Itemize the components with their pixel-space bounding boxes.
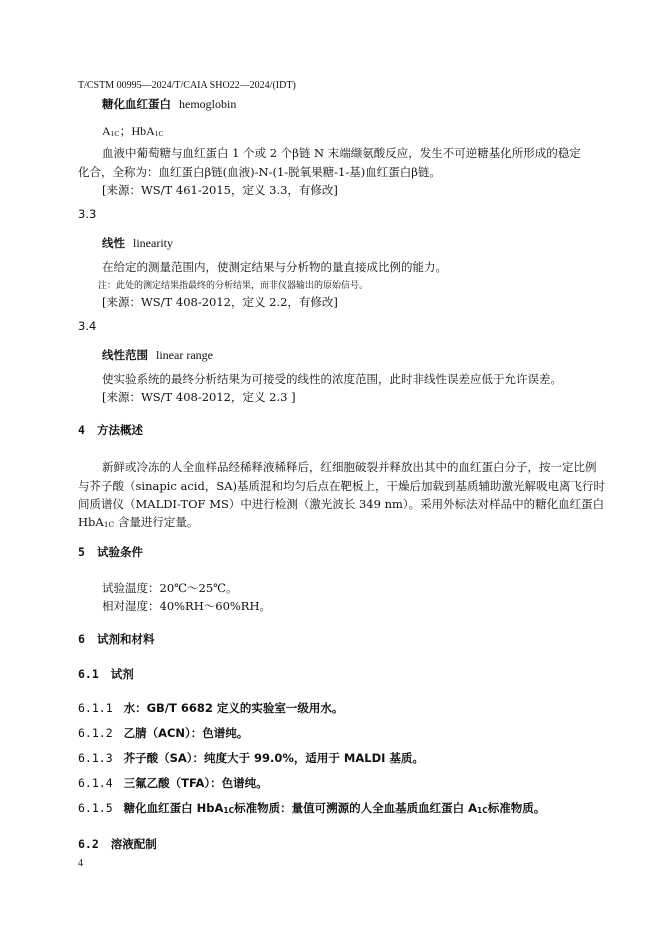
term-zh: 线性 — [102, 236, 125, 250]
term-3-2-heading — [102, 96, 236, 112]
term-3-3-heading — [102, 235, 173, 251]
term-3-4-definition: 使实验系统的最终分析结果为可接受的线性的浓度范围，此时非线性误差应低于允许误差。 — [102, 372, 562, 386]
term-en: linear range — [156, 348, 213, 362]
term-3-3-note: 注：此处的测定结果指最终的分析结果，而非仪器输出的原始信号。 — [98, 281, 369, 291]
page-number: 4 — [78, 858, 83, 869]
term-3-2-definition-line1: 血液中葡萄糖与血红蛋白 1 个或 2 个β链 N 末端缬氨酸反应，发生不可逆糖基化所形成的稳定 — [102, 146, 581, 160]
term-3-3-definition: 在给定的测量范围内，使测定结果与分析物的量直接成比例的能力。 — [102, 260, 447, 274]
section-6-2-heading: 6.2 溶液配制 — [78, 837, 157, 851]
document-header-code: T/CSTM 00995—2024/T/CAIA SHO22—2024/(IDT) — [78, 80, 296, 91]
term-zh: 线性范围 — [102, 348, 148, 362]
section-4-paragraph-line3: 间质谱仪（MALDI-TOF MS）中进行检测（激光波长 349 nm）。采用外标法对样品中的糖化血红蛋白 — [78, 497, 605, 511]
section-4-paragraph-line1: 新鲜或冷冻的人全血样品经稀释液稀释后，红细胞破裂并释放出其中的血红蛋白分子，按一定比例 — [102, 460, 597, 474]
term-en: linearity — [133, 236, 173, 250]
section-6-1-heading: 6.1 试剂 — [78, 667, 134, 681]
section-4-paragraph-line2: 与芥子酸（sinapic acid，SA)基质混和均匀后点在靶板上，干燥后加载到基质辅助激光解吸电离飞行时 — [78, 479, 605, 493]
section-3-4-number: 3.4 — [78, 319, 97, 333]
section-4-paragraph-line4: HbA$_{1C}$ 含量进行定量。 — [78, 515, 199, 529]
term-3-3-source: [来源：WS/T 408-2012，定义 2.2，有修改] — [102, 295, 338, 309]
section-3-3-number: 3.3 — [78, 207, 97, 221]
section-6-1-3: 6.1.3 芥子酸（SA）：纯度大于 99.0%，适用于 MALDI 基质。 — [78, 751, 424, 765]
section-6-1-1: 6.1.1 水：GB/T 6682 定义的实验室一级用水。 — [78, 701, 344, 715]
term-3-2-definition-line2: 化合，全称为：血红蛋白β链(血液)-N-(1-脱氧果糖-1-基)血红蛋白β链。 — [78, 165, 441, 179]
test-temperature: 试验温度：20℃～25℃。 — [102, 581, 238, 595]
term-zh: 糖化血红蛋白 — [102, 97, 171, 111]
section-6-1-2: 6.1.2 乙腈（ACN）：色谱纯。 — [78, 726, 249, 740]
section-6-1-5: 6.1.5 糖化血红蛋白 HbA$_{1C}$标准物质：量值可溯源的人全血基质血红蛋白 $A_{1C}$标准物质。 — [78, 801, 546, 815]
section-4-heading: 4 方法概述 — [78, 423, 143, 437]
term-3-4-source: [来源：WS/T 408-2012，定义 2.3 ] — [102, 390, 296, 404]
section-5-heading: 5 试验条件 — [78, 545, 143, 559]
test-humidity: 相对湿度：40%RH～60%RH。 — [102, 599, 271, 613]
section-6-heading: 6 试剂和材料 — [78, 632, 155, 646]
term-3-4-heading — [102, 347, 213, 363]
term-3-2-abbreviation: $A_{1C}$；HbA$_{1C}$ — [102, 124, 164, 138]
section-6-1-4: 6.1.4 三氟乙酸（TFA）：色谱纯。 — [78, 776, 268, 790]
term-3-2-source: [来源：WS/T 461-2015，定义 3.3，有修改] — [102, 183, 338, 197]
term-en: hemoglobin — [179, 97, 237, 111]
